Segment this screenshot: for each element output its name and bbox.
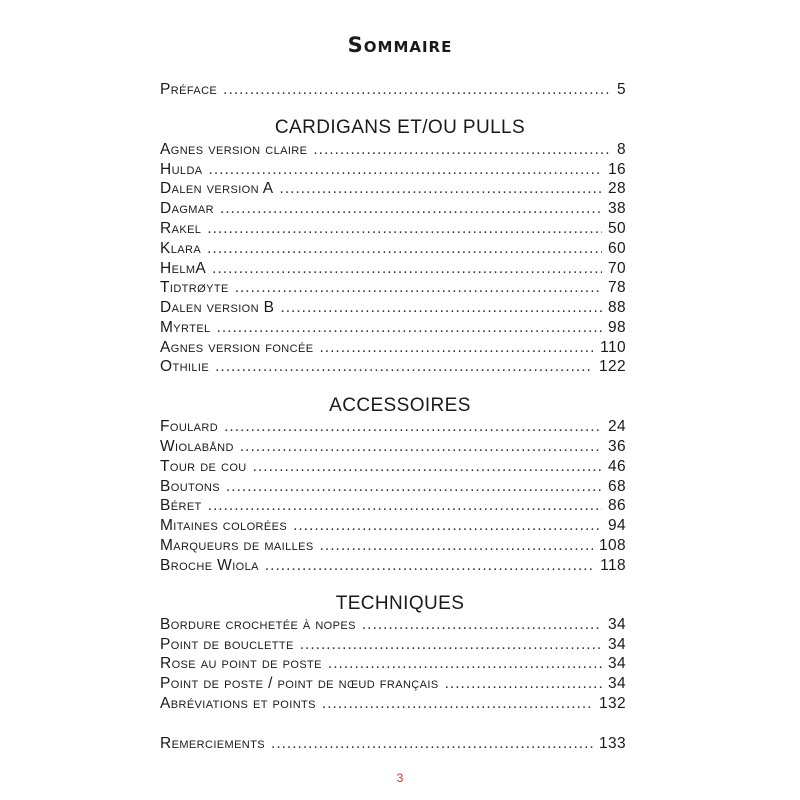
toc-entry-page: 132 — [598, 695, 626, 712]
toc-entry[interactable] — [160, 417, 626, 437]
toc-entry[interactable] — [160, 160, 626, 180]
toc-entry[interactable] — [160, 239, 626, 259]
toc-entry-page: 108 — [598, 537, 626, 554]
toc-entry[interactable] — [160, 457, 626, 477]
dot-leader — [320, 536, 593, 556]
toc-entry-page: 78 — [607, 279, 626, 296]
dot-leader — [271, 734, 593, 754]
toc-entry-page: 94 — [607, 517, 626, 534]
toc-entry[interactable] — [160, 199, 626, 219]
dot-leader — [224, 417, 602, 437]
toc-entry[interactable] — [160, 477, 626, 497]
toc-entry-page: 133 — [598, 735, 626, 752]
toc-entry-label: Bordure crochetée à nopes — [160, 616, 356, 633]
toc-entry-label: Foulard — [160, 418, 219, 435]
toc-entry-label: Rose au point de poste — [160, 655, 322, 672]
toc-entry-preface[interactable] — [160, 80, 626, 100]
dot-leader — [313, 140, 611, 160]
toc-entry[interactable] — [160, 694, 626, 714]
toc-entry-page: 38 — [607, 200, 626, 217]
toc-entry-page: 24 — [607, 418, 626, 435]
toc-entry-page: 34 — [607, 636, 626, 653]
dot-leader — [207, 219, 602, 239]
toc-entry-page: 28 — [607, 180, 626, 197]
page-title: Sommaire — [347, 33, 453, 57]
toc-entry-page: 118 — [600, 557, 626, 574]
toc-entry-page: 110 — [600, 339, 626, 356]
toc-entry[interactable] — [160, 536, 626, 556]
toc-entry-page: 60 — [607, 240, 626, 257]
dot-leader — [217, 318, 602, 338]
dot-leader — [240, 437, 602, 457]
toc-entry-label: Dagmar — [160, 200, 214, 217]
toc-entry-page: 50 — [607, 220, 626, 237]
toc-entry[interactable] — [160, 556, 626, 576]
dot-leader — [362, 615, 602, 635]
toc-entry-page: 98 — [607, 319, 626, 336]
toc-entry-page: 8 — [616, 141, 626, 158]
toc-entry-page: 70 — [607, 260, 626, 277]
toc-entry[interactable] — [160, 635, 626, 655]
toc-entry[interactable] — [160, 219, 626, 239]
toc-entry-label: Remerciements — [160, 735, 266, 752]
toc-entry[interactable] — [160, 437, 626, 457]
toc-entry-page: 34 — [607, 675, 626, 692]
toc-entry-page: 122 — [598, 358, 626, 375]
toc-entry-page: 16 — [607, 161, 626, 178]
toc-entry-page: 5 — [616, 81, 626, 98]
toc-entry-label: Dalen version B — [160, 299, 275, 316]
toc-entry[interactable] — [160, 318, 626, 338]
dot-leader — [322, 694, 593, 714]
toc-entry-label: Point de poste / point de nœud français — [160, 675, 439, 692]
toc-entry-label: Point de bouclette — [160, 636, 294, 653]
dot-leader — [253, 457, 602, 477]
toc-entry[interactable] — [160, 298, 626, 318]
dot-leader — [300, 635, 602, 655]
toc-entry[interactable] — [160, 278, 626, 298]
toc-entry-page: 36 — [607, 438, 626, 455]
dot-leader — [207, 239, 602, 259]
page-number: 3 — [396, 771, 404, 785]
toc-entry-page: 88 — [607, 299, 626, 316]
dot-leader — [293, 516, 602, 536]
toc-entry-label: Agnes version claire — [160, 141, 308, 158]
toc-entry[interactable] — [160, 140, 626, 160]
toc-entry-page: 34 — [607, 655, 626, 672]
dot-leader — [235, 278, 602, 298]
toc-entry-label: Hulda — [160, 161, 203, 178]
dot-leader — [280, 179, 602, 199]
toc-entry-label: Abréviations et points — [160, 695, 316, 712]
toc-entry[interactable] — [160, 338, 626, 358]
section-heading-cardigans: CARDIGANS ET/OU PULLS — [274, 117, 526, 138]
toc-entry-label: Mitaines colorées — [160, 517, 288, 534]
toc-entry-label: Préface — [160, 81, 218, 98]
toc-entry-page: 46 — [607, 458, 626, 475]
toc-entry-acknowledgements[interactable] — [160, 734, 626, 754]
toc-entry-page: 34 — [607, 616, 626, 633]
toc-entry[interactable] — [160, 179, 626, 199]
toc-entry-label: Wiolabånd — [160, 438, 234, 455]
dot-leader — [223, 80, 611, 100]
dot-leader — [208, 496, 602, 516]
toc-entry-label: Klara — [160, 240, 202, 257]
toc-entry-label: Béret — [160, 497, 202, 514]
toc-entry-label: Myrtel — [160, 319, 211, 336]
dot-leader — [220, 199, 602, 219]
toc-entry-label: Othilie — [160, 358, 210, 375]
toc-entry-page: 86 — [607, 497, 626, 514]
toc-entry[interactable] — [160, 516, 626, 536]
toc-entry-page: 68 — [607, 478, 626, 495]
toc-entry-label: Boutons — [160, 478, 220, 495]
toc-entry-label: Agnes version foncée — [160, 339, 314, 356]
toc-entry-label: Rakel — [160, 220, 202, 237]
toc-entry[interactable] — [160, 654, 626, 674]
toc-entry-label: Tidtrøyte — [160, 279, 229, 296]
toc-entry-label: Dalen version A — [160, 180, 274, 197]
toc-entry[interactable] — [160, 674, 626, 694]
dot-leader — [445, 674, 602, 694]
dot-leader — [265, 556, 594, 576]
toc-entry[interactable] — [160, 496, 626, 516]
dot-leader — [319, 338, 594, 358]
dot-leader — [280, 298, 602, 318]
section-heading-techniques: TECHNIQUES — [335, 593, 465, 614]
toc-entry-label: Broche Wiola — [160, 557, 259, 574]
toc-entry-label: Tour de cou — [160, 458, 247, 475]
toc-entry-label: HelmA — [160, 260, 207, 277]
dot-leader — [328, 654, 602, 674]
section-heading-accessoires: ACCESSOIRES — [329, 395, 471, 416]
toc-entry[interactable] — [160, 357, 626, 377]
toc-entry[interactable] — [160, 615, 626, 635]
dot-leader — [215, 357, 593, 377]
toc-entry-label: Marqueurs de mailles — [160, 537, 314, 554]
dot-leader — [212, 259, 602, 279]
dot-leader — [209, 160, 602, 180]
toc-entry[interactable] — [160, 259, 626, 279]
dot-leader — [226, 477, 602, 497]
